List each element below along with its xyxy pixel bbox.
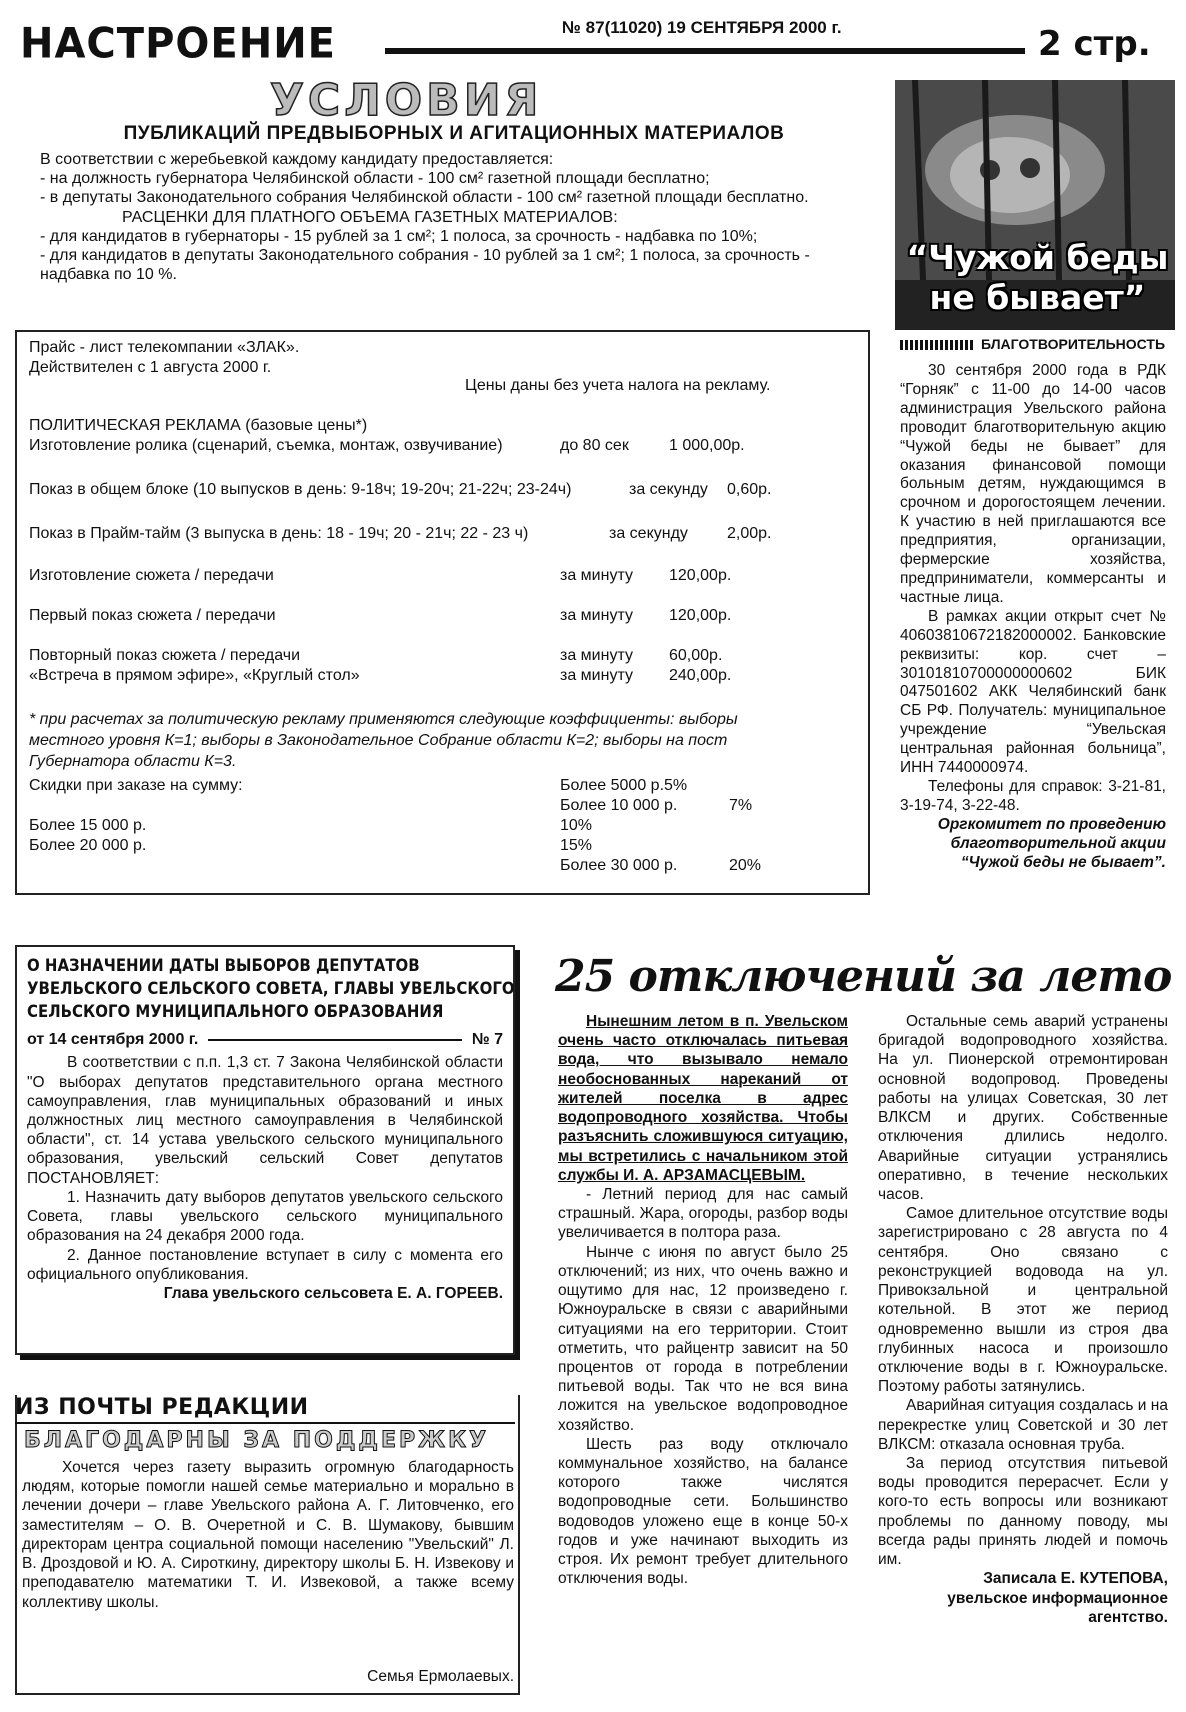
decree-paragraph: В соответствии с п.п. 1,3 ст. 7 Закона Челябинской области "О выборах депутатов представительного органа местного самоуправления, глав муниципальных образований и иных должностных лиц местного самоуправления в Челябинской области", ст. 14 устава увельского сельского муниципального образования, увельский сельский Совет депутатов ПОСТАНОВЛЯЕТ:	[27, 1054, 503, 1187]
price-item-price: 120,00р.	[669, 607, 732, 624]
article-paragraph: Нынче с июня по август было 25 отключений; из них, что очень важно и ощутимо для нас, 12 произведено г. Южноуральске в связи с аварийными ситуациями на его территории. Стоит отметить, что райцентр зависит на 50 процентов от города в потреблении питьевой воды. Так что не вся вина ложится на увельское водопроводное хозяйство.	[558, 1243, 848, 1434]
article-column-1	[558, 1012, 848, 1589]
price-item-price: 2,00р.	[727, 525, 772, 542]
mail-paragraph: Хочется через газету выразить огромную благодарность людям, которые помогли нашей семье материально и морально в лечении дочери – главе Увельского района А. Г. Литовченко, его заместителям – О. В. Очеретной и С. В. Шумакову, бывшим директорам центра социальной помощи населению "Увельский" Л. В. Дроздовой и Ю. А. Сироткину, директору школы Б. Н. Извекову и преподавателю математики Т. И. Извековой, а также всему коллективу школы.	[22, 1459, 514, 1611]
price-list-footnote: * при расчетах за политическую рекламу применяются следующие коэффициенты: выборы местного уровня К=1; выборы в Законодательное Собрание области К=2; выборы на пост Губернатора области К=3.	[29, 711, 738, 770]
article-paragraph: Аварийная ситуация создалась и на перекрестке улиц Советской и 30 лет ВЛКСМ: отказала основная труба.	[878, 1397, 1168, 1453]
price-list-box	[15, 330, 870, 895]
price-item-price: 60,00р.	[669, 647, 723, 664]
conditions-text	[22, 150, 882, 284]
discount-sum: Более 20 000 р.	[29, 837, 147, 854]
article-paragraph: Остальные семь аварий устранены бригадой водопроводного хозяйства. На ул. Пионерской отремонтирован основной водопровод. Проведены работы на улицах Советская, 30 лет ВЛКСМ и других. Собственные отключения длились недолго. Аварийные ситуации устранялись оперативно, в течение нескольких часов.	[878, 1013, 1168, 1203]
decree-date-row	[27, 1030, 503, 1050]
sidebar-title	[895, 238, 1180, 317]
price-item-name: Показ в Прайм-тайм (3 выпуска в день: 18 - 19ч; 20 - 21ч; 22 - 23 ч)	[29, 525, 529, 542]
price-item-name: Первый показ сюжета / передачи	[29, 607, 276, 624]
sidebar-paragraph: 30 сентября 2000 года в РДК “Горняк” с 11-00 до 14-00 часов администрация Увельского района проводит благотворительную акцию “Чужой беды не бывает” для оказания финансовой помощи больным детям, нуждающимся в срочном и дорогостоящем лечении. К участию в ней приглашаются все предприятия, организации, фермерские хозяйства, предприниматели, коммерсанты и частные лица.	[900, 362, 1166, 606]
article-paragraph: Шесть раз воду отключало коммунальное хозяйство, на балансе которого также числятся водопроводные сети. Большинство водоводов уложено еще в конце 50-х годов и уже начинают выходить из строя. Их ремонт требует длительного отключения воды.	[558, 1435, 848, 1588]
price-list-tax-note: Цены даны без учета налога на рекламу.	[465, 377, 771, 394]
conditions-heading: УСЛОВИЯ	[270, 75, 543, 126]
price-item-unit: за секунду	[629, 481, 708, 498]
decree-number: № 7	[471, 1030, 503, 1048]
price-item-name: Повторный показ сюжета / передачи	[29, 647, 301, 664]
discount-sum: Более 15 000 р.	[29, 817, 147, 834]
decree-date: от 14 сентября 2000 г.	[27, 1030, 199, 1048]
decree-box	[15, 945, 515, 1355]
sidebar-paragraph: Телефоны для справок: 3-21-81, 3-19-74, 3-22-48.	[900, 777, 1166, 814]
price-item-unit: за минуту	[560, 567, 633, 584]
discount-pct: 7%	[729, 797, 753, 814]
sidebar-paragraph: В рамках акции открыт счет № 40603810672182000002. Банковские реквизиты: кор. счет – 30101810700000000602 БИК 047501602 АКК Челябинский банк СБ РФ. Получатель: муниципальное учреждение “Увельская центральная районная больница”, ИНН 7440000974.	[900, 607, 1166, 777]
masthead-rule	[385, 48, 1025, 54]
discount-pct: 20%	[729, 857, 762, 874]
price-item-unit: до 80 сек	[560, 437, 629, 454]
mail-signature: Семья Ермолаевых.	[367, 1668, 514, 1685]
sidebar-signature: Оргкомитет по проведению благотворительной акции “Чужой беды не бывает”.	[937, 815, 1166, 871]
decree-title: О НАЗНАЧЕНИИ ДАТЫ ВЫБОРОВ ДЕПУТАТОВ УВЕЛЬСКОГО СЕЛЬСКОГО СОВЕТА, ГЛАВЫ УВЕЛЬСКОГО СЕЛЬСКОГО МУНИЦИПАЛЬНОГО ОБРАЗОВАНИЯ	[27, 956, 515, 1022]
price-item-name: Показ в общем блоке (10 выпусков в день: 9-18ч; 19-20ч; 21-22ч; 23-24ч)	[29, 481, 572, 498]
decree-signature: Глава увельского сельсовета Е. А. ГОРЕЕВ.	[163, 1284, 503, 1302]
discount-pct: 10%	[560, 817, 593, 834]
issue-info: № 87(11020) 19 СЕНТЯБРЯ 2000 г.	[562, 18, 842, 37]
rates-heading: РАСЦЕНКИ ДЛЯ ПЛАТНОГО ОБЪЕМА ГАЗЕТНЫХ МАТЕРИАЛОВ:	[122, 208, 618, 226]
rates-line: - для кандидатов в депутаты Законодательного собрания - 10 рублей за 1 см²; 1 полоса, за срочность - надбавка по 10 %.	[40, 246, 810, 284]
mail-text	[22, 1458, 514, 1612]
price-item-price: 120,00р.	[669, 567, 732, 584]
price-item-unit: за минуту	[560, 667, 633, 684]
discount-pct: 15%	[560, 837, 593, 854]
article-signature-author: Записала Е. КУТЕПОВА,	[983, 1570, 1168, 1588]
discount-sum: Более 10 000 р.	[560, 797, 678, 814]
rates-line: - для кандидатов в губернаторы - 15 рублей за 1 см²; 1 полоса, за срочность - надбавка по 10%;	[40, 227, 758, 245]
price-item-price: 0,60р.	[727, 481, 772, 498]
newspaper-title: НАСТРОЕНИЕ	[20, 19, 336, 69]
article-paragraph: - Летний период для нас самый страшный. Жара, огороды, разбор воды увеличивается в полтора раза.	[558, 1185, 848, 1242]
mail-subhead: БЛАГОДАРНЫ ЗА ПОДДЕРЖКУ	[24, 1428, 490, 1453]
price-list-valid: Действителен с 1 августа 2000 г.	[29, 359, 272, 376]
decree-paragraph: 2. Данное постановление вступает в силу с момента его официального опубликования.	[27, 1246, 503, 1283]
sidebar-title-line: “Чужой беды	[906, 238, 1169, 277]
sidebar-text	[900, 362, 1166, 872]
price-item-name: Изготовление ролика (сценарий, съемка, монтаж, озвучивание)	[29, 437, 503, 454]
decree-body	[27, 1053, 503, 1303]
article-paragraph: Самое длительное отсутствие воды зарегистрировано с 28 августа по 4 сентября. Оно связано с реконструкцией водовода на ул. Привокзальной и центральной котельной. В этот же период одновременно вышли из строя два глубинных насоса и произошло отключение воды в г. Южноуральске. Поэтому работы затянулись.	[878, 1205, 1168, 1396]
price-item-name: Изготовление сюжета / передачи	[29, 567, 274, 584]
price-item-unit: за минуту	[560, 647, 633, 664]
discount-sum: Более 30 000 р.	[560, 857, 678, 874]
sidebar-rubric-label: БЛАГОТВОРИТЕЛЬНОСТЬ	[981, 336, 1166, 352]
conditions-line: В соответствии с жеребьевкой каждому кандидату предоставляется:	[40, 151, 554, 168]
price-item-unit: за минуту	[560, 607, 633, 624]
mail-header: ИЗ ПОЧТЫ РЕДАКЦИИ	[15, 1395, 309, 1420]
conditions-line: - на должность губернатора Челябинской области - 100 см² газетной площади бесплатно;	[40, 170, 710, 188]
sidebar-rubric	[900, 336, 1165, 353]
article-paragraph: За период отсутствия питьевой воды проводится перерасчет. Если у кого-то есть вопросы или возникают проблемы по данному поводу, мы всегда рады принять людей и помочь им.	[878, 1455, 1168, 1569]
price-item-name: «Встреча в прямом эфире», «Круглый стол»	[29, 667, 360, 684]
conditions-line: - в депутаты Законодательного собрания Челябинской области - 100 см² газетной площади бесплатно.	[40, 189, 809, 207]
article-signature-agency: увельское информационное агентство.	[947, 1589, 1168, 1626]
discount-sum: Более 5000 р.5%	[560, 777, 688, 794]
price-item-price: 1 000,00р.	[669, 437, 745, 454]
decree-date-rule	[208, 1039, 462, 1041]
price-list-title: Прайс - лист телекомпании «ЗЛАК».	[29, 339, 300, 356]
conditions-subheading: ПУБЛИКАЦИЙ ПРЕДВЫБОРНЫХ И АГИТАЦИОННЫХ МАТЕРИАЛОВ	[123, 123, 785, 144]
article-title: 25 отключений за лето	[555, 951, 1172, 1002]
article-lead: Нынешним летом в п. Увельском очень часто отключалась питьевая вода, что вызывало немало необоснованных нареканий от жителей поселка в адрес водопроводного хозяйства. Чтобы разъяснить сложившуюся ситуацию, мы встретились с начальником этой службы И. А. АРЗАМАСЦЕВЫМ.	[558, 1013, 848, 1184]
page-number: 2 стр.	[1038, 24, 1151, 64]
price-item-unit: за секунду	[609, 525, 688, 542]
discount-label: Скидки при заказе на сумму:	[29, 777, 243, 794]
price-list-section: ПОЛИТИЧЕСКАЯ РЕКЛАМА (базовые цены*)	[29, 417, 368, 434]
sidebar-title-line: не бывает”	[929, 277, 1146, 317]
article-column-2	[878, 1012, 1168, 1627]
mail-rule	[15, 1422, 515, 1424]
price-item-price: 240,00р.	[669, 667, 732, 684]
decree-paragraph: 1. Назначить дату выборов депутатов увельского сельского Совета, главы увельского сельского муниципального образования на 24 декабря 2000 года.	[27, 1188, 503, 1245]
rubric-bar	[900, 340, 975, 350]
